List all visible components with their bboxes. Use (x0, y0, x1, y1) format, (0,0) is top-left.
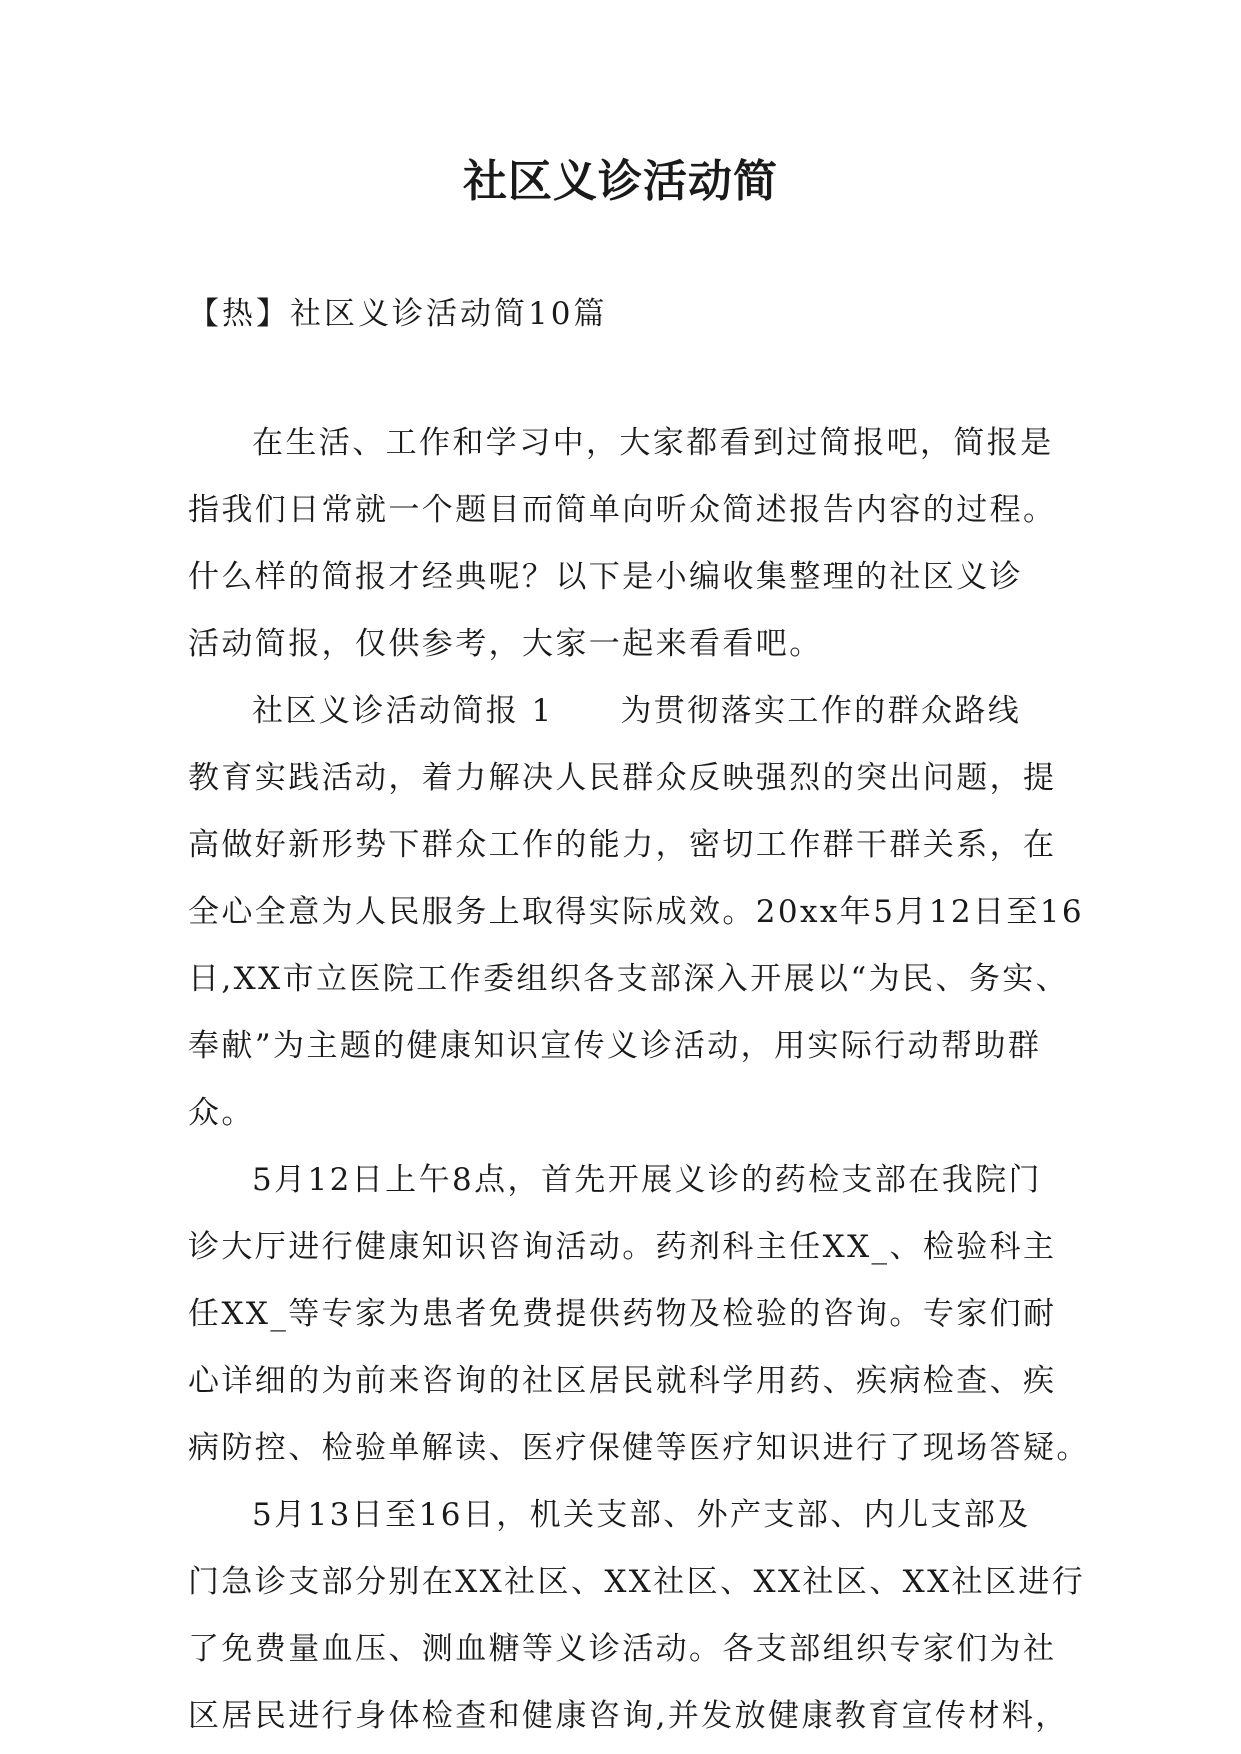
body-line: 日,XX市立医院工作委组织各支部深入开展以“为民、务实、 (188, 961, 1070, 997)
body-line: 指我们日常就一个题目而简单向听众简述报告内容的过程。 (188, 492, 1057, 528)
body-line: 诊大厅进行健康知识咨询活动。药剂科主任XX_、检验科主 (188, 1229, 1057, 1265)
body-line: 门急诊支部分别在XX社区、XX社区、XX社区、XX社区进行 (188, 1564, 1086, 1600)
body-line: 了免费量血压、测血糖等义诊活动。各支部组织专家们为社 (188, 1631, 1057, 1667)
body-line: 活动简报，仅供参考，大家一起来看看吧。 (188, 626, 823, 662)
body-line: 全心全意为人民服务上取得实际成效。20xx年5月12日至16 (188, 894, 1085, 930)
body-line: 在生活、工作和学习中，大家都看到过简报吧，简报是 (252, 425, 1054, 461)
body-line: 5月12日上午8点，首先开展义诊的药检支部在我院门 (252, 1162, 1042, 1198)
body-line: 心详细的为前来咨询的社区居民就科学用药、疾病检查、疾 (188, 1363, 1057, 1399)
body-line: 什么样的简报才经典呢？以下是小编收集整理的社区义诊 (188, 559, 1023, 595)
document-subtitle: 【热】社区义诊活动简10篇 (188, 296, 608, 332)
body-line: 任XX_等专家为患者免费提供药物及检验的咨询。专家们耐 (188, 1296, 1057, 1332)
body-line: 病防控、检验单解读、医疗保健等医疗知识进行了现场答疑。 (188, 1430, 1090, 1466)
body-line: 区居民进行身体检查和健康咨询,并发放健康教育宣传材料， (188, 1698, 1069, 1734)
body-line: 奉献”为主题的健康知识宣传义诊活动，用实际行动帮助群 (188, 1028, 1042, 1064)
document-title: 社区义诊活动简 (463, 156, 778, 207)
body-line: 众。 (188, 1095, 255, 1131)
body-line: 社区义诊活动简报 1 为贯彻落实工作的群众路线 (252, 693, 1022, 729)
document-body (188, 410, 1090, 1750)
body-line: 5月13日至16日，机关支部、外产支部、内儿支部及 (252, 1497, 1031, 1533)
body-line: 教育实践活动，着力解决人民群众反映强烈的突出问题，提 (188, 760, 1057, 796)
body-line: 高做好新形势下群众工作的能力，密切工作群干群关系，在 (188, 827, 1057, 863)
